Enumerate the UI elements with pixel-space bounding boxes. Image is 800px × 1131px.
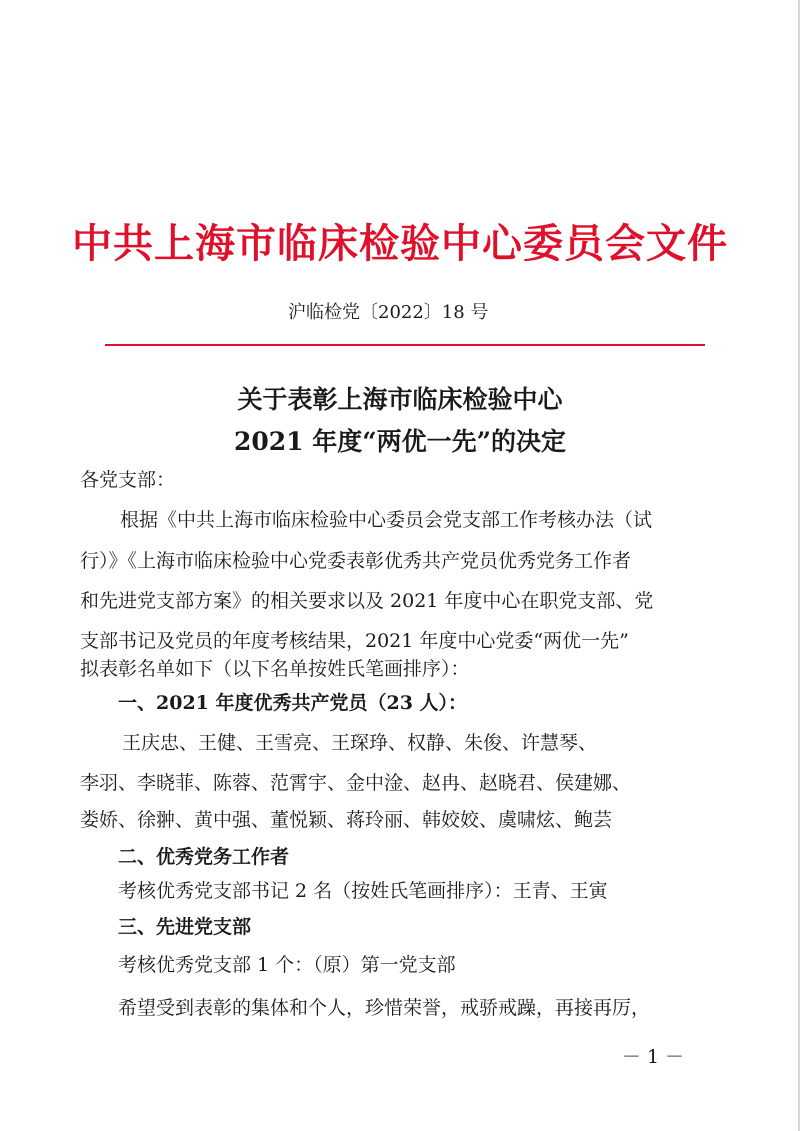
document-number: 沪临检党〔2022〕18 号 <box>288 302 489 323</box>
section3-heading: 三、先进党支部 <box>118 916 252 938</box>
intro-line: 和先进党支部方案》的相关要求以及 2021 年度中心在职党支部、党 <box>80 590 654 612</box>
decision-title-line2: 2021 年度“两优一先”的决定 <box>233 427 567 456</box>
org-document-header: 中共上海市临床检验中心委员会文件 <box>72 221 728 267</box>
intro-line: 根据《中共上海市临床检验中心委员会党支部工作考核办法（试 <box>120 509 653 531</box>
red-separator-line <box>105 344 705 346</box>
section2-text: 考核优秀党支部书记 2 名（按姓氏笔画排序）：王青、王寅 <box>118 880 608 902</box>
salutation: 各党支部： <box>80 469 176 491</box>
closing-text: 希望受到表彰的集体和个人，珍惜荣誉，戒骄戒躁，再接再厉， <box>118 997 651 1019</box>
decision-title-line1: 关于表彰上海市临床检验中心 <box>237 385 563 414</box>
intro-line: 拟表彰名单如下（以下名单按姓氏笔画排序）： <box>80 658 470 680</box>
section2-heading: 二、优秀党务工作者 <box>118 846 290 868</box>
section3-text: 考核优秀党支部 1 个：（原）第一党支部 <box>118 954 456 976</box>
intro-line: 支部书记及党员的年度考核结果，2021 年度中心党委“两优一先” <box>80 630 629 652</box>
section1-heading: 一、2021 年度优秀共产党员（23 人）： <box>118 692 468 714</box>
name-list-line: 李羽、李晓菲、陈蓉、范霄宇、金中淦、赵冉、赵晓君、侯建娜、 <box>80 772 632 794</box>
page-number: － 1 － <box>622 1046 685 1068</box>
name-list-line: 王庆忠、王健、王雪亮、王琛琤、权静、朱俊、许慧琴、 <box>122 732 598 754</box>
intro-line: 行）》《上海市临床检验中心党委表彰优秀共产党员优秀党务工作者 <box>80 550 632 572</box>
name-list-line: 娄娇、徐翀、黄中强、董悦颖、蒋玲丽、韩姣姣、虞啸炫、鲍芸 <box>80 809 613 831</box>
